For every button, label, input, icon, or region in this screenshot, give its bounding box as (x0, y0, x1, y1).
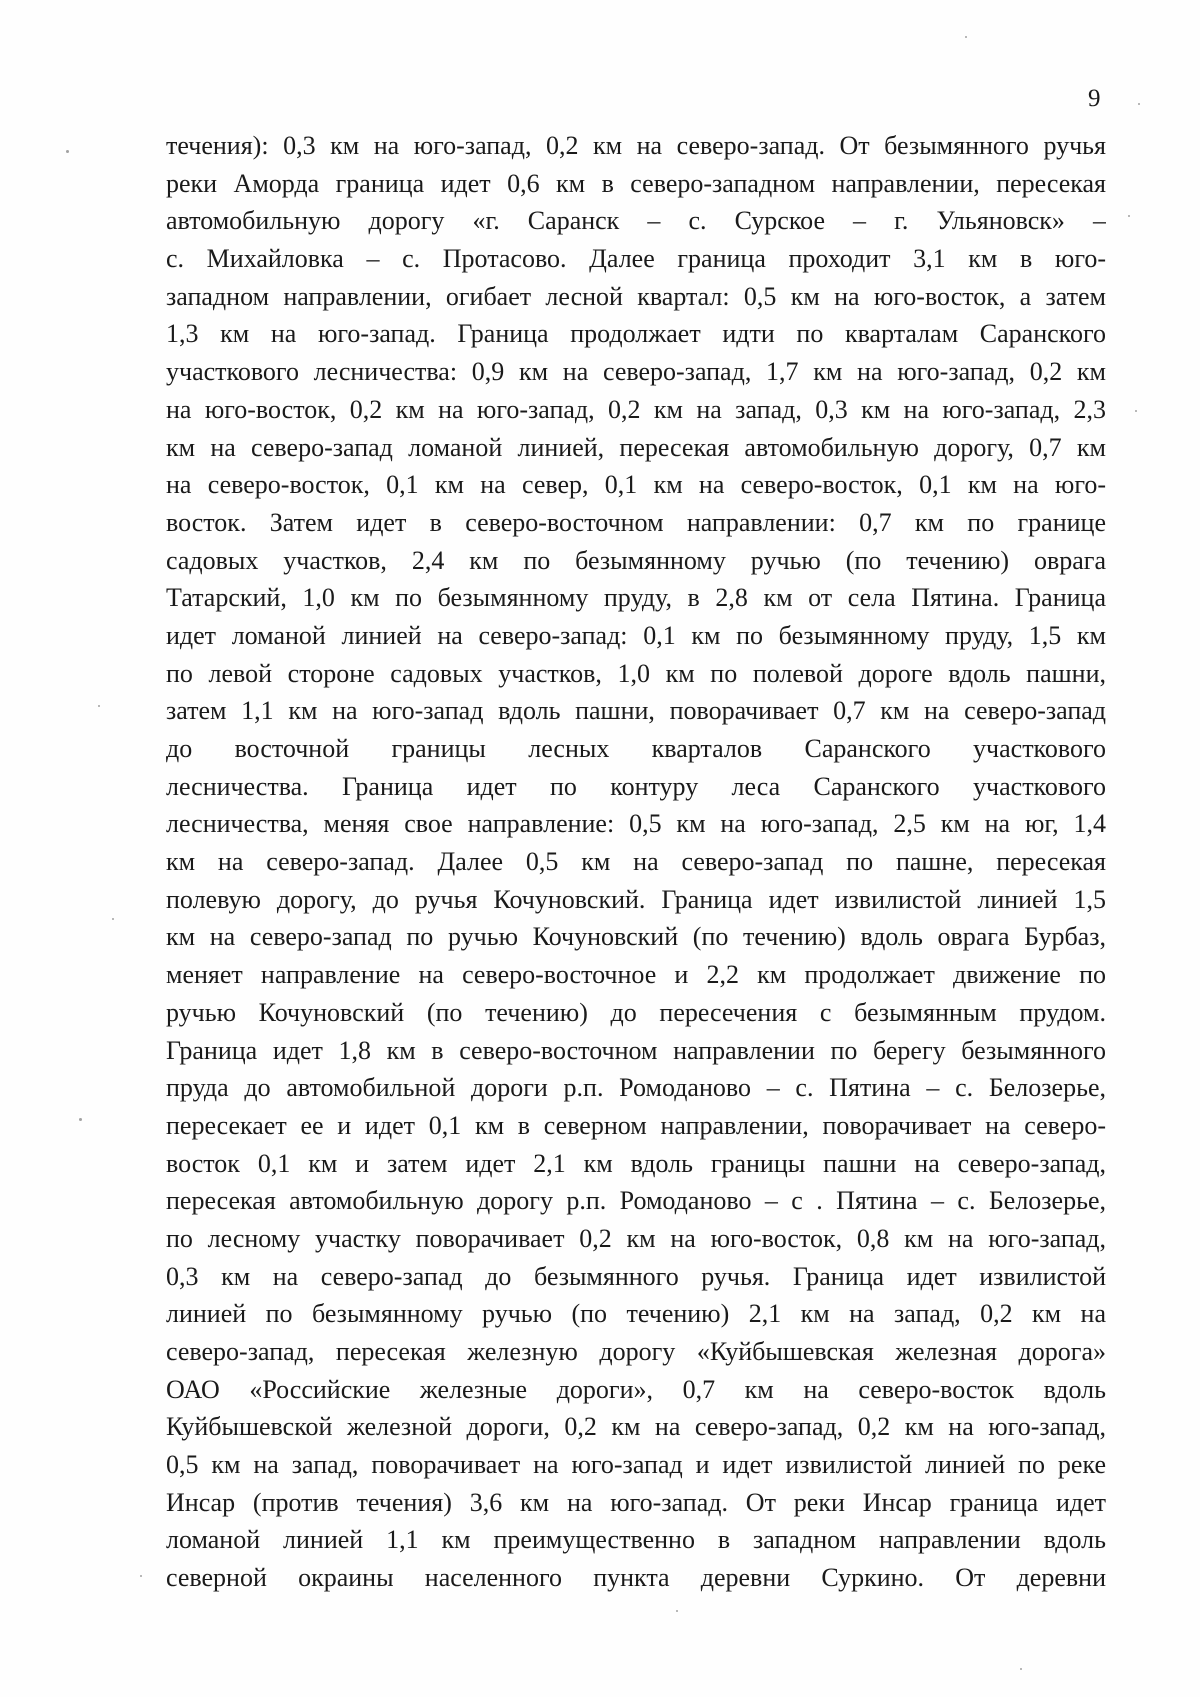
text-line: ОАО «Российские железные дороги», 0,7 км на северо-восток вдоль (166, 1374, 1106, 1404)
text-line: западном направлении, огибает лесной квартал: 0,5 км на юго-восток, а затем (166, 281, 1106, 311)
text-line: пруда до автомобильной дороги р.п. Ромоданово – с. Пятина – с. Белозерье, (166, 1073, 1106, 1103)
text-line: пересекает ее и идет 0,1 км в северном направлении, поворачивает на северо- (166, 1110, 1106, 1140)
body-text (166, 127, 1106, 1597)
text-line: 0,5 км на запад, поворачивает на юго-запад и идет извилистой линией по реке (166, 1450, 1106, 1480)
scan-speck (66, 150, 69, 153)
text-line: на юго-восток, 0,2 км на юго-запад, 0,2 км на запад, 0,3 км на юго-запад, 2,3 (166, 394, 1106, 424)
text-line: восток. Затем идет в северо-восточном направлении: 0,7 км по границе (166, 507, 1106, 537)
text-line: по лесному участку поворачивает 0,2 км на юго-восток, 0,8 км на юго-запад, (166, 1223, 1106, 1253)
text-line: до восточной границы лесных кварталов Саранского участкового (166, 734, 1106, 763)
scan-speck (1020, 1668, 1022, 1670)
text-line: на северо-восток, 0,1 км на север, 0,1 км на северо-восток, 0,1 км на юго- (166, 470, 1106, 500)
scan-speck (1128, 215, 1130, 217)
scan-speck (79, 1118, 82, 1121)
text-line: пересекая автомобильную дорогу р.п. Ромоданово – с . Пятина – с. Белозерье, (166, 1186, 1106, 1216)
text-line: меняет направление на северо-восточное и 2,2 км продолжает движение по (166, 960, 1106, 990)
text-line: линией по безымянному ручью (по течению) 2,1 км на запад, 0,2 км на (166, 1299, 1106, 1329)
scan-speck (965, 36, 967, 38)
text-line: км на северо-запад по ручью Кочуновский (по течению) вдоль оврага Бурбаз, (166, 922, 1106, 952)
text-line: 0,3 км на северо-запад до безымянного ручья. Граница идет извилистой (166, 1261, 1106, 1291)
text-line: 1,3 км на юго-запад. Граница продолжает идти по кварталам Саранского (166, 319, 1106, 349)
text-line: идет ломаной линией на северо-запад: 0,1 км по безымянному пруду, 1,5 км (166, 620, 1106, 650)
text-line: ручью Кочуновский (по течению) до пересечения с безымянным прудом. (166, 997, 1106, 1027)
text-line: северной окраины населенного пункта деревни Суркино. От деревни (166, 1563, 1106, 1593)
text-line: садовых участков, 2,4 км по безымянному ручью (по течению) оврага (166, 545, 1106, 575)
text-line: ломаной линией 1,1 км преимущественно в западном направлении вдоль (166, 1525, 1106, 1555)
text-line: км на северо-запад ломаной линией, пересекая автомобильную дорогу, 0,7 км (166, 432, 1106, 462)
scan-speck (1135, 410, 1137, 412)
text-line: с. Михайловка – с. Протасово. Далее граница проходит 3,1 км в юго- (166, 244, 1106, 274)
scan-speck (98, 705, 100, 707)
text-line: восток 0,1 км и затем идет 2,1 км вдоль границы пашни на северо-запад, (166, 1148, 1106, 1178)
text-line: участкового лесничества: 0,9 км на северо-запад, 1,7 км на юго-запад, 0,2 км (166, 357, 1106, 387)
page-number: 9 (1088, 85, 1101, 112)
text-line: полевую дорогу, до ручья Кочуновский. Граница идет извилистой линией 1,5 (166, 884, 1106, 914)
text-line: Граница идет 1,8 км в северо-восточном направлении по берегу безымянного (166, 1035, 1106, 1065)
scan-speck (140, 1575, 142, 1577)
text-line: Куйбышевской железной дороги, 0,2 км на северо-запад, 0,2 км на юго-запад, (166, 1412, 1106, 1442)
text-line: Инсар (против течения) 3,6 км на юго-запад. От реки Инсар граница идет (166, 1487, 1106, 1517)
text-line: км на северо-запад. Далее 0,5 км на северо-запад по пашне, пересекая (166, 847, 1106, 877)
text-line: Татарский, 1,0 км по безымянному пруду, в 2,8 км от села Пятина. Граница (166, 583, 1106, 613)
text-line: северо-запад, пересекая железную дорогу «Куйбышевская железная дорога» (166, 1337, 1106, 1366)
text-line: по левой стороне садовых участков, 1,0 км по полевой дороге вдоль пашни, (166, 658, 1106, 688)
text-line: лесничества. Граница идет по контуру леса Саранского участкового (166, 771, 1106, 801)
text-line: реки Аморда граница идет 0,6 км в северо-западном направлении, пересекая (166, 168, 1106, 198)
text-line: течения): 0,3 км на юго-запад, 0,2 км на северо-запад. От безымянного ручья (166, 131, 1106, 160)
text-line: затем 1,1 км на юго-запад вдоль пашни, поворачивает 0,7 км на северо-запад (166, 696, 1106, 726)
scan-speck (1138, 103, 1140, 105)
text-line: автомобильную дорогу «г. Саранск – с. Сурское – г. Ульяновск» – (166, 206, 1106, 236)
scan-speck (676, 1610, 678, 1612)
scan-speck (112, 918, 114, 920)
text-line: лесничества, меняя свое направление: 0,5 км на юго-запад, 2,5 км на юг, 1,4 (166, 809, 1106, 839)
